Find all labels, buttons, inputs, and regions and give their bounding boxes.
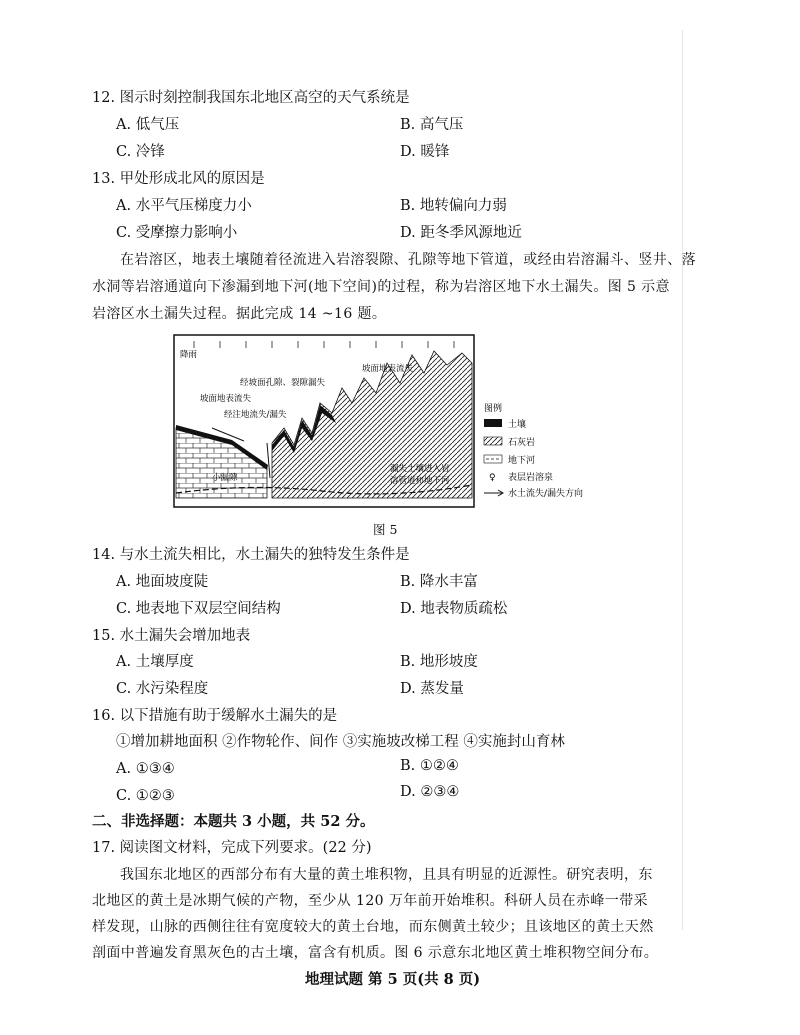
q14-stem: 14. 与水土流失相比，水土漏失的独特发生条件是 — [92, 547, 410, 563]
q16-stem: 16. 以下措施有助于缓解水土漏失的是 — [92, 708, 338, 724]
q14-option-b: B. 降水丰富 — [400, 574, 478, 590]
q16-option-d: D. ②③④ — [400, 784, 460, 800]
label-slope-runoff: 坡面地表流失 — [362, 364, 414, 374]
label-to-river-1: 漏失土壤进入岩 — [390, 464, 450, 474]
legend-spring-icon: ♀ — [489, 473, 496, 483]
q12-option-a: A. 低气压 — [116, 117, 180, 133]
q16-option-a: A. ①③④ — [116, 761, 175, 777]
intro-line-1: 在岩溶区，地表土壤随着径流进入岩溶裂隙、孔隙等地下管道，或经由岩溶漏斗、竖井、落 — [120, 252, 696, 268]
page-edge-line — [682, 30, 683, 930]
label-rain: 降雨 — [180, 350, 198, 360]
q17-para-line-3: 样发现，山脉的西侧往往有宽度较大的黄土台地，而东侧黄土较少；且该地区的黄土天然 — [92, 919, 654, 935]
legend-soil-swatch — [484, 419, 502, 427]
q14-option-c: C. 地表地下双层空间结构 — [116, 601, 281, 617]
legend-title: 图例 — [484, 404, 503, 414]
q16-option-b: B. ①②④ — [400, 758, 459, 774]
q14-option-a: A. 地面坡度陡 — [116, 574, 209, 590]
q13-option-a: A. 水平气压梯度力小 — [116, 198, 252, 214]
label-to-river-2: 溶管道和地下河 — [390, 476, 450, 486]
q14-option-d: D. 地表物质疏松 — [400, 601, 508, 617]
q16-option-c: C. ①②③ — [116, 788, 175, 804]
q17-para-line-1: 我国东北地区的西部分布有大量的黄土堆积物，且具有明显的近源性。研究表明，东 — [120, 867, 653, 883]
q12-option-b: B. 高气压 — [400, 117, 464, 133]
legend-soil: 土壤 — [508, 420, 527, 430]
label-small-funnel: 小漏隙 — [212, 473, 238, 483]
q13-option-c: C. 受摩擦力影响小 — [116, 225, 238, 241]
q16-measures: ①增加耕地面积 ②作物轮作、间作 ③实施坡改梯工程 ④实施封山育林 — [116, 734, 565, 750]
q15-option-a: A. 土壤厚度 — [116, 654, 194, 670]
q12-option-c: C. 冷锋 — [116, 144, 165, 160]
q15-option-c: C. 水污染程度 — [116, 681, 209, 697]
legend-river: 地下河 — [508, 456, 536, 466]
q17-stem: 17. 阅读图文材料，完成下列要求。(22 分) — [92, 840, 372, 856]
legend-spring: 表层岩溶泉 — [508, 473, 554, 483]
legend-limestone: 石灰岩 — [508, 438, 536, 448]
q15-option-d: D. 蒸发量 — [400, 681, 464, 697]
section-2-title: 二、非选择题：本题共 3 小题，共 52 分。 — [92, 813, 375, 830]
q13-option-b: B. 地转偏向力弱 — [400, 198, 507, 214]
figure-caption: 图 5 — [373, 522, 398, 537]
karst-figure — [172, 333, 632, 511]
q15-stem: 15. 水土漏失会增加地表 — [92, 628, 251, 644]
label-pore-leak: 经坡面孔隙、裂隙漏失 — [240, 378, 326, 388]
q17-para-line-2: 北地区的黄土是冰期气候的产物，至少从 120 万年前开始堆积。科研人员在赤峰一带采 — [92, 893, 649, 909]
intro-line-3: 岩溶区水土漏失过程。据此完成 14 ~16 题。 — [92, 306, 387, 322]
page-footer: 地理试题 第 5 页(共 8 页) — [305, 971, 481, 988]
label-slope-runoff-2: 坡面地表流失 — [200, 394, 252, 404]
intro-line-2: 水洞等岩溶通道向下渗漏到地下河(地下空间)的过程，称为岩溶区地下水土漏失。图 5 示意 — [92, 279, 670, 295]
q12-option-d: D. 暖锋 — [400, 144, 450, 160]
q15-option-b: B. 地形坡度 — [400, 654, 478, 670]
figure-legend — [484, 402, 583, 499]
q13-stem: 13. 甲处形成北风的原因是 — [92, 171, 265, 187]
q17-para-line-4: 剖面中普遍发育黑灰色的古土壤，富含有机质。图 6 示意东北地区黄土堆积物空间分布。 — [92, 945, 659, 961]
q12-stem: 12. 图示时刻控制我国东北地区高空的天气系统是 — [92, 90, 410, 106]
label-runoff-leak: 经注地流失/漏失 — [224, 410, 287, 420]
legend-limestone-swatch — [484, 437, 502, 445]
legend-direction: 水土流失/漏失方向 — [508, 489, 584, 499]
q13-option-d: D. 距冬季风源地近 — [400, 225, 522, 241]
